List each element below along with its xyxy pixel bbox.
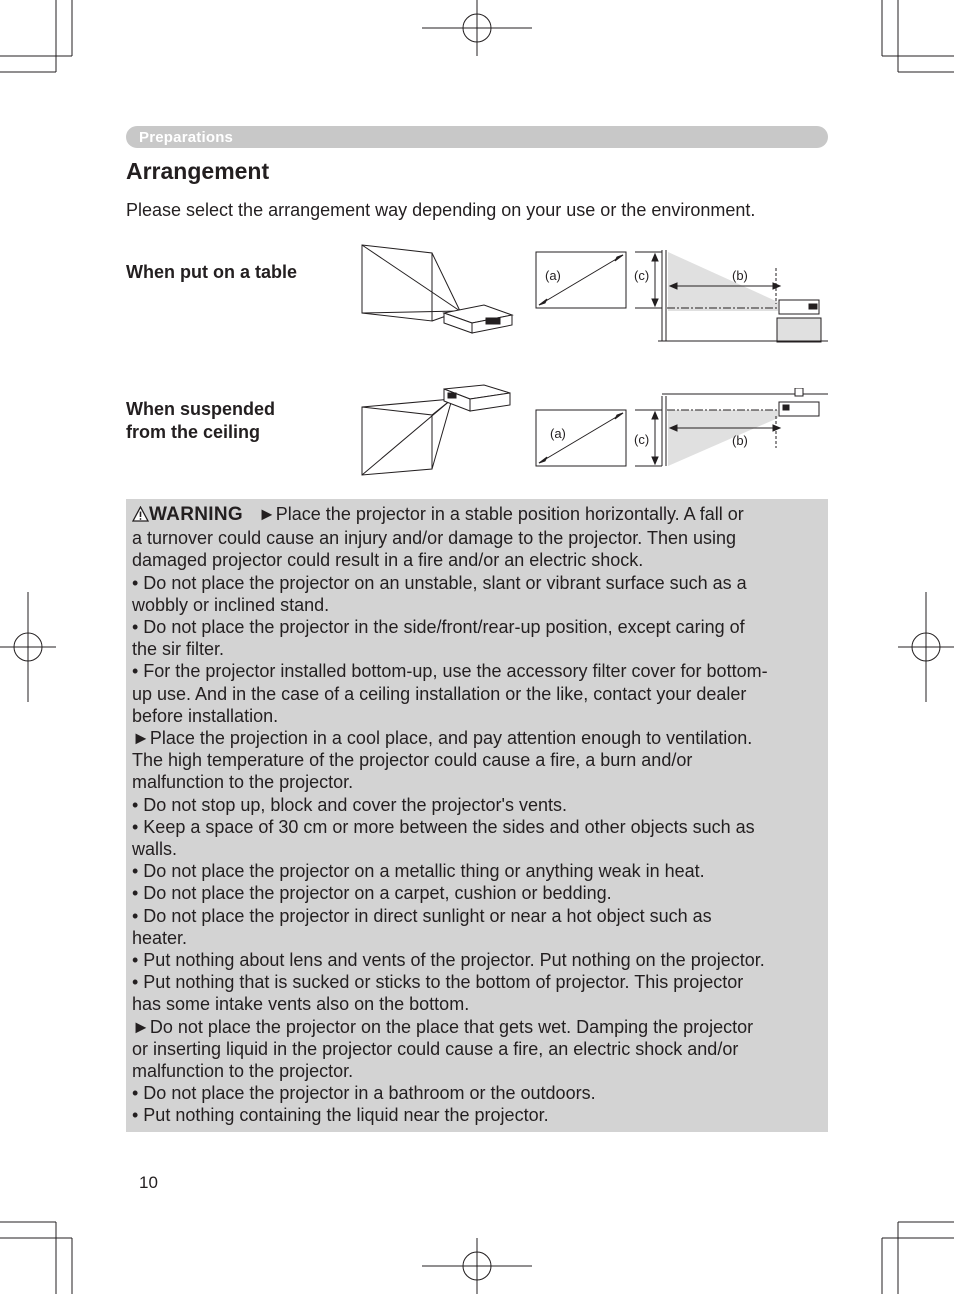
warning-line: • Do not stop up, block and cover the projector's vents. [132,794,567,815]
diagram-label-b: (b) [732,433,748,448]
diagram-label-c: (c) [634,268,650,283]
warning-line: wobbly or inclined stand. [132,594,330,615]
warning-line: ►Do not place the projector on the place that gets wet. Damping the projector [132,1016,754,1037]
warning-triangle-icon [132,505,149,527]
warning-line: • Put nothing containing the liquid near the projector. [132,1105,549,1126]
warning-line: damaged projector could result in a fire and/or an electric shock. [132,550,644,571]
warning-line: • Keep a space of 30 cm or more between the sides and other objects such as [132,816,755,837]
warning-line: • Do not place the projector on a metallic thing or anything weak in heat. [132,861,705,882]
warning-line: malfunction to the projector. [132,772,354,793]
warning-line: • Put nothing about lens and vents of the projector. Put nothing on the projector. [132,950,765,971]
warning-line: heater. [132,927,188,948]
warning-first-text: Place the projector in a stable position horizontally. A fall or [275,504,744,524]
page-title: Arrangement [126,158,270,184]
warning-line: up use. And in the case of a ceiling installation or the like, contact your dealer [132,683,747,704]
heading-line: When put on a table [126,262,297,282]
warning-arrow: ► [257,504,276,524]
warning-line: before installation. [132,705,279,726]
diagram-label-a: (a) [545,268,561,283]
warning-line: a turnover could cause an injury and/or damage to the projector. Then using [132,528,737,549]
heading-ceiling-arrangement [126,398,275,444]
section-label: Preparations [139,129,234,146]
intro-text: Please select the arrangement way depending on your use or the environment. [126,200,756,220]
heading-line: from the ceiling [126,422,261,442]
page-number: 10 [139,1173,158,1192]
warning-line: the sir filter. [132,639,225,660]
ceiling-distance-diagram [533,388,833,472]
warning-line: or inserting liquid in the projector could cause a fire, an electric shock and/or [132,1038,739,1059]
warning-line: • Do not place the projector on a carpet, cushion or bedding. [132,883,612,904]
warning-line: • Do not place the projector in the side/front/rear-up position, except caring of [132,617,745,638]
warning-line: malfunction to the projector. [132,1061,354,1082]
ceiling-projection-illustration [360,383,520,478]
diagram-label-b: (b) [732,268,748,283]
warning-line: • Put nothing that is sucked or sticks to the bottom of projector. This projector [132,972,744,993]
warning-line: ►Place the projection in a cool place, and pay attention enough to ventilation. [132,728,753,749]
warning-first-line [132,503,822,527]
warning-lines [132,527,822,1126]
warning-line: • Do not place the projector in a bathroom or the outdoors. [132,1083,596,1104]
diagram-label-c: (c) [634,432,650,447]
diagram-label-a: (a) [550,426,566,441]
table-projection-illustration [360,243,520,338]
heading-line: When suspended [126,399,276,419]
warning-line: • Do not place the projector on an unstable, slant or vibrant surface such as a [132,572,747,593]
warning-line: has some intake vents also on the bottom. [132,994,470,1015]
warning-line: • Do not place the projector in direct sunlight or near a hot object such as [132,905,712,926]
warning-line: The high temperature of the projector could cause a fire, a burn and/or [132,750,693,771]
heading-table-arrangement [126,261,297,284]
table-distance-diagram [533,248,833,346]
warning-line: • For the projector installed bottom-up, use the accessory filter cover for bottom- [132,661,768,682]
warning-line: walls. [132,839,178,860]
warning-label: WARNING [149,504,243,525]
warning-text [132,503,822,1127]
